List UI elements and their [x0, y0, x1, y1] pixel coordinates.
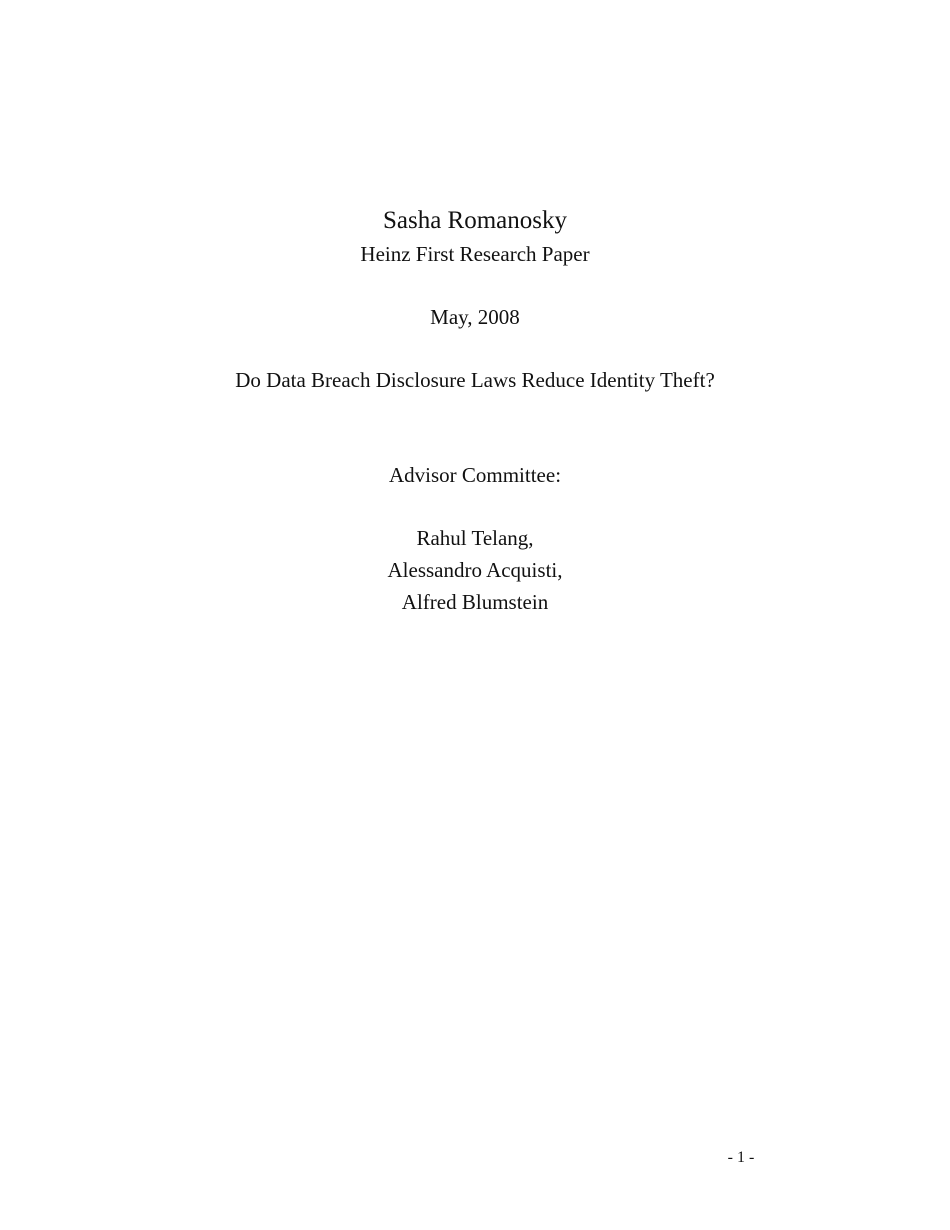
- committee-member: Rahul Telang,: [416, 526, 534, 550]
- committee-member: Alessandro Acquisti,: [387, 558, 563, 582]
- paper-date: May, 2008: [430, 305, 520, 329]
- page-number: - 1 -: [727, 1149, 755, 1166]
- paper-title: Do Data Breach Disclosure Laws Reduce Identity Theft?: [235, 368, 715, 392]
- paper-type: Heinz First Research Paper: [360, 242, 590, 266]
- committee-member: Alfred Blumstein: [401, 590, 549, 614]
- committee-heading: Advisor Committee:: [388, 463, 562, 487]
- author-name: Sasha Romanosky: [382, 207, 568, 234]
